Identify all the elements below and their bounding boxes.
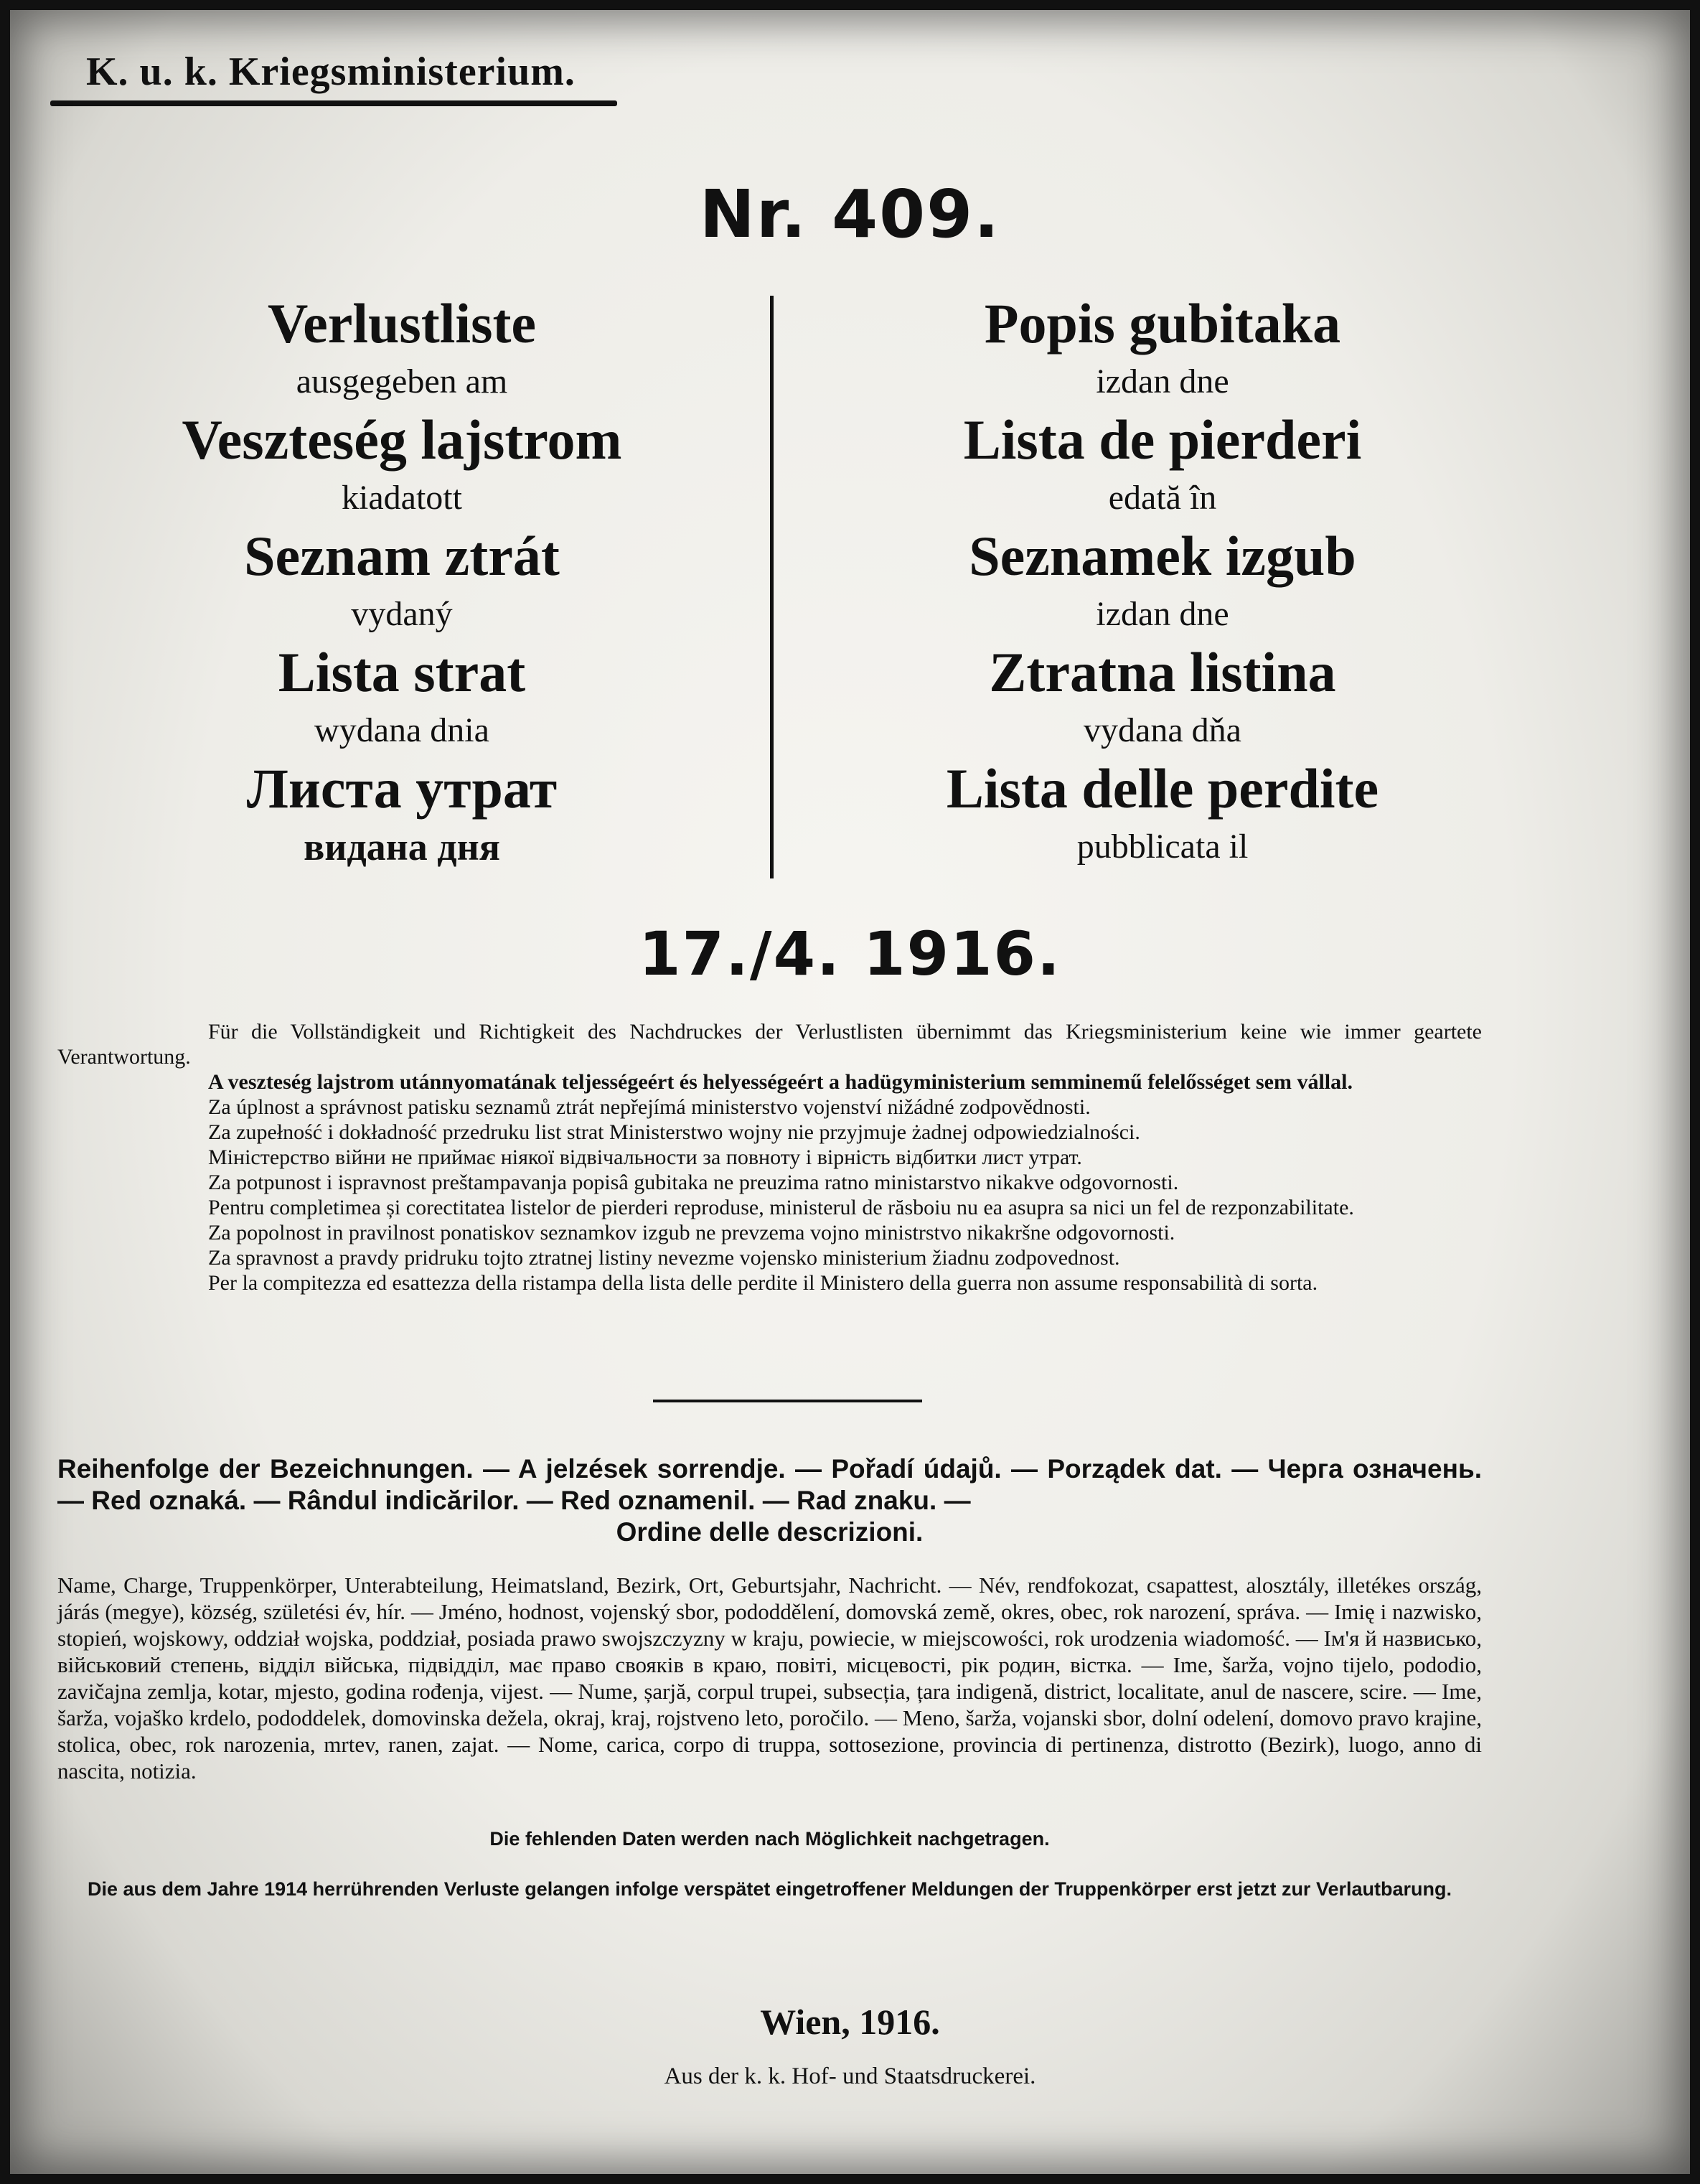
disclaimer-slovenian: Za popolnost in pravilnost ponatiskov seznamkov izgub ne prevzema vojno ministrstvo nikakršne odgovornosti. bbox=[208, 1221, 1175, 1245]
title-croatian: Popis gubitaka bbox=[984, 292, 1341, 355]
disclaimer-slovak: Za spravnost a pravdy pridruku tojto ztratnej listiny nevezme vojensko ministerium žiadnu zodpovednost. bbox=[208, 1246, 1120, 1270]
title-romanian: Lista de pierderi bbox=[963, 408, 1362, 471]
disclaimer-croatian: Za potpunost i ispravnost preštampavanja popisâ gubitaka ne preuzima ratno ministarstvo nikakve odgovornosti. bbox=[208, 1171, 1179, 1194]
subtitle-polish: wydana dnia bbox=[314, 711, 489, 749]
disclaimer-italian: Per la compitezza ed esattezza della ristampa della lista delle perdite il Ministero della guerra non assume responsabilità di sorta. bbox=[208, 1271, 1318, 1295]
disclaimer-ruthenian: Міністерство війни не приймає ніякої відвічальности за повноту і вірність відбитки лист утрат. bbox=[208, 1145, 1082, 1169]
list-number: Nr. 409. bbox=[699, 176, 1001, 253]
title-slovenian: Seznamek izgub bbox=[969, 525, 1356, 587]
right-title-column bbox=[789, 293, 1536, 874]
title-hungarian: Veszteség lajstrom bbox=[182, 408, 622, 471]
issue-date: 17./4. 1916. bbox=[639, 919, 1061, 989]
subtitle-ruthenian: видана дня bbox=[304, 825, 500, 868]
order-of-designations bbox=[57, 1453, 1482, 1548]
disclaimer-block bbox=[57, 1019, 1482, 1295]
disclaimer-czech: Za úplnost a správnost patisku seznamů ztrát nepřejímá ministerstvo vojenství nižádné zodpovědnosti. bbox=[208, 1095, 1091, 1119]
subtitle-czech: vydaný bbox=[351, 595, 453, 633]
losses-1914-note: Die aus dem Jahre 1914 herrührenden Verluste gelangen infolge verspätet eingetroffener Meldungen der Truppenkörper erst jetzt zur Verlautbarung. bbox=[88, 1878, 1452, 1900]
printer-imprint: Aus der k. k. Hof- und Staatsdruckerei. bbox=[664, 2063, 1036, 2089]
title-czech: Seznam ztrát bbox=[244, 525, 560, 587]
order-heading-italian: Ordine delle descrizioni. bbox=[616, 1517, 924, 1547]
subtitle-hungarian: kiadatott bbox=[342, 479, 462, 517]
column-divider bbox=[770, 296, 774, 878]
header-underline bbox=[50, 100, 617, 106]
title-polish: Lista strat bbox=[278, 641, 526, 703]
subtitle-romanian: edată în bbox=[1108, 479, 1217, 517]
title-ruthenian: Листа утрат bbox=[246, 757, 558, 820]
subtitle-croatian: izdan dne bbox=[1096, 362, 1229, 400]
disclaimer-german: Für die Vollständigkeit und Richtigkeit des Nachdruckes der Verlustlisten übernimmt das Kriegsministerium keine wie immer geartete Verantwortung. bbox=[57, 1020, 1482, 1069]
subtitle-german: ausgegeben am bbox=[296, 362, 508, 400]
order-heading-line: Reihenfolge der Bezeichnungen. — A jelzések sorrendje. — Pořadí údajů. — Porządek dat. — Черга означень. — Red oznaká. — Rândul indicărilor. — Red oznamenil. — Rad znaku. — bbox=[57, 1454, 1482, 1515]
left-title-column bbox=[29, 293, 775, 874]
disclaimer-polish: Za zupełność i dokładność przedruku list strat Ministerstwo wojny nie przyjmuje żadnej odpowiedzialności. bbox=[208, 1120, 1140, 1144]
title-italian: Lista delle perdite bbox=[946, 757, 1379, 820]
disclaimer-hungarian: A veszteség lajstrom utánnyomatának teljességeért és helyességeért a hadügyministerium semminemű felelősséget sem vállal. bbox=[208, 1070, 1353, 1094]
subtitle-italian: pubblicata il bbox=[1076, 828, 1249, 866]
title-slovak: Ztratna listina bbox=[989, 641, 1336, 703]
place-and-year: Wien, 1916. bbox=[760, 2002, 940, 2042]
ministry-header: K. u. k. Kriegsministerium. bbox=[86, 50, 576, 94]
missing-data-note: Die fehlenden Daten werden nach Möglichkeit nachgetragen. bbox=[489, 1828, 1050, 1850]
subtitle-slovenian: izdan dne bbox=[1096, 595, 1229, 633]
subtitle-slovak: vydana dňa bbox=[1084, 711, 1241, 749]
section-divider bbox=[653, 1400, 922, 1402]
title-german: Verlustliste bbox=[267, 292, 537, 355]
disclaimer-romanian: Pentru completimea și corectitatea listelor de pierderi reproduse, ministerul de răsboiu nu ea asupra sa nici un fel de rezponzabilitate. bbox=[208, 1196, 1354, 1219]
field-descriptions: Name, Charge, Truppenkörper, Unterabteilung, Heimatsland, Bezirk, Ort, Geburtsjahr, Nachricht. — Név, rendfokozat, csapattest, alosztály, illetékes ország, járás (megye), község, születési év, hír. — Jméno, hodnost, vojenský sbor, pododdělení, domovská země, okres, obec, rok narození, správa. — Imię i nazwisko, stopień, wojskowy, oddział wojska, poddział, posiada prawo swojszczyzny w kraju, powiecie, w miejscowości, rok urodzenia wiadomość. — Ім'я й назвисько, військовий степень, відділ війська, підвідділ, має право свояків в краю, повіті, місцевості, рік родин, вістка. — Ime, šarža, vojno tijelo, pododio, zavičajna zemlja, kotar, mjesto, godina rođenja, vijest. — Nume, șarjă, corpul trupei, subsecția, țara indigenă, district, localitate, anul de nascere, scire. — Ime, šarža, vojaško krdelo, pododdelek, domovinska dežela, okraj, kraj, rojstveno leto, poročilo. — Meno, šarža, vojanski sbor, dolní odelení, domovo pravo krajine, stolica, obec, rok narozenia, mrtev, ranen, zajat. — Nome, carica, corpo di truppa, sottosezione, provincia di pertinenza, distrotto (Bezirk), luogo, anno di nascita, notizia. bbox=[57, 1573, 1482, 1784]
